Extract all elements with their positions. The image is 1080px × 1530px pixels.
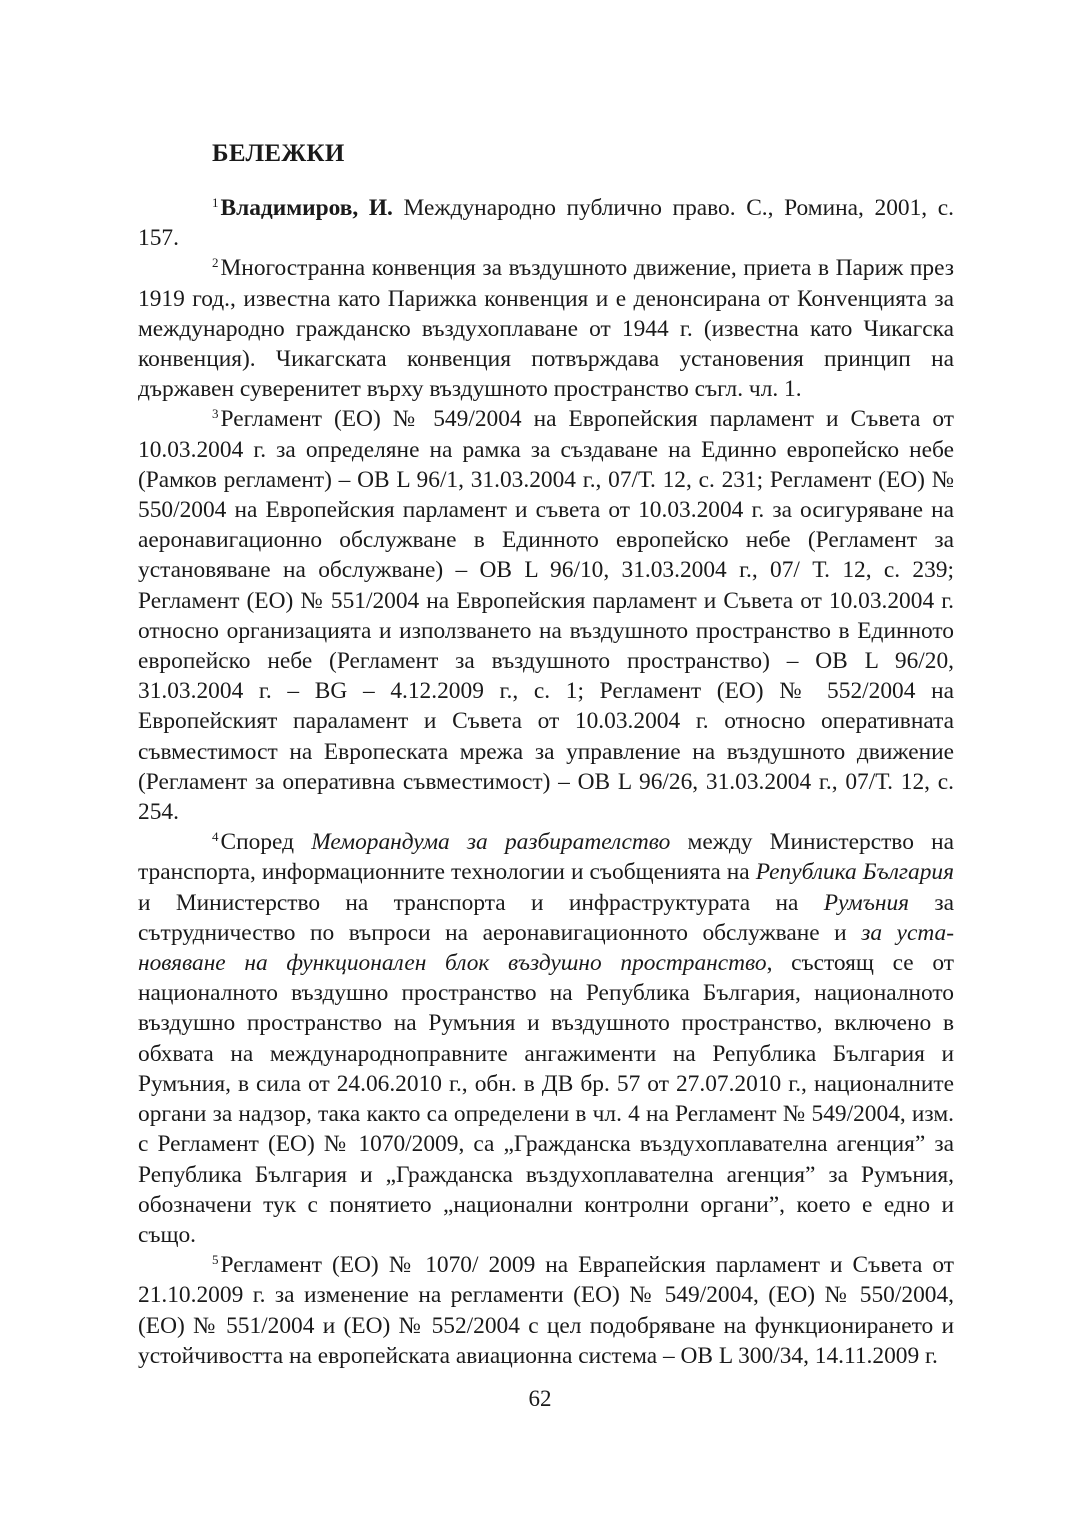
note-5-text: Регламент (ЕО) № 1070/ 2009 на Еврапейския парламент и Съвета от 21.10.2009 г. за изменение на регламенти (ЕО) № 549/2004, (ЕО) № 550/2004, (ЕО) № 551/2004 и (ЕО) № 552/2004 с цел подобряване на функционирането и устойчивостта на европейската авиационна система – ОВ L 300/34, 14.11.2009 г. [138, 1252, 954, 1369]
note-3-number: 3 [212, 406, 219, 422]
note-4-memorandum-title: Меморандума за разбирателство [311, 829, 671, 856]
note-5 [138, 1250, 954, 1371]
note-1-author: Владимиров, И. [220, 195, 393, 221]
note-2 [138, 253, 954, 404]
note-4-text-1: Според [220, 829, 312, 856]
note-2-number: 2 [212, 255, 219, 271]
note-2-text: Многостранна конвенция за въздушното движение, приета в Париж през 1919 год., известна като Парижка конвенция и е денонсирана от Конvенцията за международно гражданско въздухоплаване от 1944 г. (известна като Чикагска конвенция). Чикагската конвенция потвърждава установения принцип на държавен суверенитет върху въздушното пространство съгл. чл. 1. [138, 255, 954, 403]
note-1-number: 1 [212, 195, 219, 210]
note-1-text: Международно публично право. С., Ромина, 2001, с. 157. [138, 195, 954, 252]
note-4 [138, 827, 954, 1250]
note-5-number: 5 [212, 1252, 219, 1268]
note-4-text-3: и Министерство на транспорта и инфраструктурата на [138, 889, 824, 916]
notes-list [138, 193, 954, 1371]
note-3-text: Регламент (ЕО) № 549/2004 на Европейския парламент и Съвета от 10.03.2004 г. за определяне на рамка за създаване на Единно европейско небе (Рамков регламент) – ОВ L 96/1, 31.03.2004 г., 07/Т. 12, с. 231; Регламент (ЕО) № 550/2004 на Европейския парламент и съвета от 10.03.2004 г. за осигуряване на аеронавигационно обслужване в Единното европейско небе (Регламент за установяване на обслужване) – ОВ L 96/10, 31.03.2004 г., 07/ Т. 12, с. 239; Регламент (ЕО) № 551/2004 на Европейския парламент и Съвета от 10.03.2004 г. относно организацията и използването на въздушното пространство в Единното европейско небе (Регламент за въздушното пространство) – ОВ L 96/20, 31.03.2004 г. – BG – 4.12.2009 г., с. 1; Регламент (ЕО) № 552/2004 на Европейският параламент и Съвета от 10.03.2004 г. относно оперативната съвместимост на Европеската мрежа за управление на въздушното движение (Регламент за оперативна съвместимост) – ОВ L 96/26, 31.03.2004 г., 07/Т. 12, с. 254. [138, 406, 954, 826]
note-3 [138, 404, 954, 827]
note-4-text-4: за сътрудничество по въпроси на аеронавигационното обслужване и [138, 889, 954, 946]
note-4-text-5: , състоящ се от националното въздушно пространство на Република България, националното въздушно пространство на Румъния и въздушното пространство, включено в обхвата на международноправните ангажименти на Република България и Румъния, в сила от 24.06.2010 г., обн. в ДВ бр. 57 от 27.07.2010 г., националните органи за надзор, така както са определени в чл. 4 на Регламент № 549/2004, изм. с Регламент (ЕО) № 1070/2009, са „Гражданска въздухоплавателна агенция” за Република България и „Гражданска въздухоплавателна агенция” за Румъния, обозначени тук с понятието „национални контролни органи”, което е едно и също. [138, 950, 954, 1248]
note-4-text-2: между Министерство на транспорта, информационните технологии и съобщенията на [138, 829, 954, 886]
note-4-number: 4 [212, 829, 219, 845]
note-1 [138, 193, 954, 253]
note-4-country-romania: Румъния [823, 889, 910, 916]
note-4-airspace-block: за установяване на функционален блок въздушно пространство [138, 919, 954, 977]
section-heading: БЕЛЕЖКИ [212, 140, 345, 167]
page-number: 62 [528, 1386, 552, 1411]
note-4-country-bulgaria: Република България [755, 859, 954, 886]
